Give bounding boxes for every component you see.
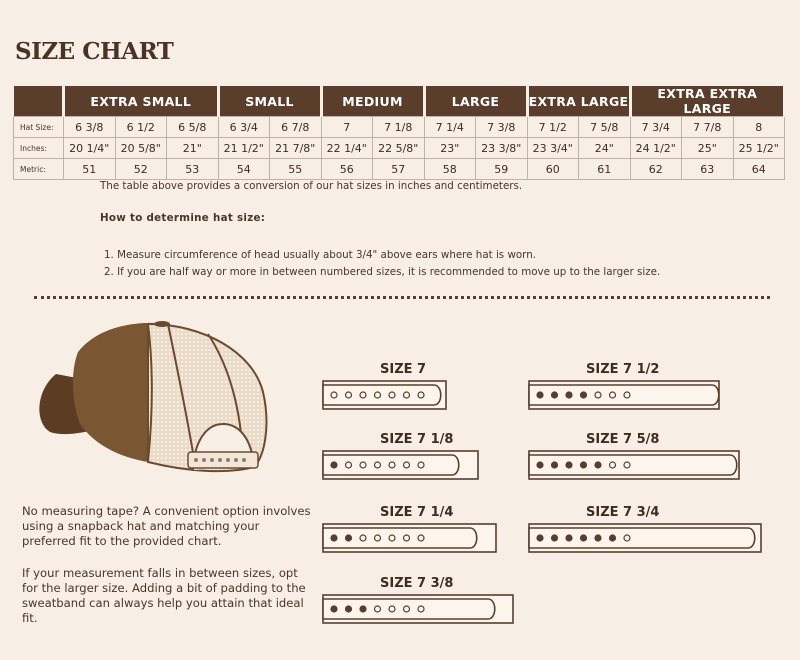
table-cell: 7 1/8 xyxy=(373,117,425,138)
strap-size-label: SIZE 7 xyxy=(380,362,427,377)
strap-hole xyxy=(418,462,424,468)
list-item: 1. Measure circumference of head usually about 3/4" above ears where hat is worn. xyxy=(104,249,537,261)
table-cell: 64 xyxy=(733,159,785,180)
table-cell: 51 xyxy=(64,159,116,180)
table-cell: 7 xyxy=(321,117,373,138)
strap-hole-used xyxy=(537,535,543,541)
table-cell: 61 xyxy=(579,159,631,180)
table-cell: 21 1/2" xyxy=(218,138,270,159)
strap-hole-used xyxy=(566,535,572,541)
strap-hole-used xyxy=(581,535,587,541)
strap-diagram xyxy=(322,432,483,484)
table-row xyxy=(14,117,785,138)
table-cell: 60 xyxy=(527,159,579,180)
strap-hole xyxy=(346,392,352,398)
strap-hole-used xyxy=(537,392,543,398)
table-cell: 59 xyxy=(476,159,528,180)
strap-size-label: SIZE 7 5/8 xyxy=(586,432,660,447)
table-cell: 6 7/8 xyxy=(270,117,322,138)
howto-heading: How to determine hat size: xyxy=(100,212,266,224)
cap-illustration xyxy=(28,312,290,487)
strap-hole-used xyxy=(552,392,558,398)
table-corner xyxy=(14,86,64,117)
table-cell: 6 3/4 xyxy=(218,117,270,138)
strap-svg xyxy=(322,521,501,555)
strap-hole-used xyxy=(610,535,616,541)
strap-hole xyxy=(375,535,381,541)
table-row xyxy=(14,138,785,159)
strap-hole xyxy=(389,392,395,398)
strap-hole xyxy=(404,606,410,612)
strap-hole-used xyxy=(537,462,543,468)
table-cell: 21" xyxy=(167,138,219,159)
table-cell: 22 1/4" xyxy=(321,138,373,159)
strap-inner xyxy=(529,455,737,475)
strap-size-label: SIZE 7 1/4 xyxy=(380,505,454,520)
strap-hole xyxy=(375,606,381,612)
strap-hole xyxy=(389,462,395,468)
strap-hole xyxy=(375,462,381,468)
table-cell: 8 xyxy=(733,117,785,138)
table-cell: 24 1/2" xyxy=(630,138,682,159)
table-cell: 24" xyxy=(579,138,631,159)
group-header: EXTRA LARGE xyxy=(527,86,630,117)
strap-diagram xyxy=(528,362,724,414)
table-cell: 56 xyxy=(321,159,373,180)
strap-size-label: SIZE 7 1/8 xyxy=(380,432,454,447)
strap-diagram xyxy=(322,576,518,628)
group-header: LARGE xyxy=(424,86,527,117)
strap-hole-used xyxy=(331,535,337,541)
strap-hole xyxy=(346,462,352,468)
table-cell: 62 xyxy=(630,159,682,180)
strap-hole xyxy=(360,392,366,398)
list-item: 2. If you are half way or more in between numbered sizes, it is recommended to move up to the larger size. xyxy=(104,266,661,278)
strap-hole xyxy=(595,392,601,398)
table-cell: 7 3/4 xyxy=(630,117,682,138)
strap-hole-used xyxy=(346,535,352,541)
strap-diagram xyxy=(322,505,501,557)
strap-svg xyxy=(322,448,483,482)
row-label: Hat Size: xyxy=(14,117,64,138)
table-header-row xyxy=(14,86,785,117)
strap-hole-used xyxy=(346,606,352,612)
strap-hole xyxy=(375,392,381,398)
table-cell: 7 5/8 xyxy=(579,117,631,138)
strap-diagram xyxy=(528,432,744,484)
strap-hole xyxy=(624,392,630,398)
table-cell: 58 xyxy=(424,159,476,180)
strap-hole xyxy=(610,392,616,398)
group-header: EXTRA EXTRA LARGE xyxy=(630,86,785,117)
table-cell: 20 1/4" xyxy=(64,138,116,159)
table-cell: 25" xyxy=(682,138,734,159)
table-cell: 25 1/2" xyxy=(733,138,785,159)
strap-hole xyxy=(418,535,424,541)
table-cell: 53 xyxy=(167,159,219,180)
strap-svg xyxy=(322,592,518,626)
strap-diagram xyxy=(528,505,766,557)
table-cell: 7 1/2 xyxy=(527,117,579,138)
table-cell: 20 5/8" xyxy=(115,138,167,159)
strap-size-label: SIZE 7 3/4 xyxy=(586,505,660,520)
strap-svg xyxy=(528,448,744,482)
strap-hole-used xyxy=(595,535,601,541)
strap-hole-used xyxy=(566,392,572,398)
table-cell: 6 5/8 xyxy=(167,117,219,138)
row-label: Inches: xyxy=(14,138,64,159)
table-cell: 7 7/8 xyxy=(682,117,734,138)
dotted-divider xyxy=(34,296,770,299)
strap-hole-used xyxy=(552,535,558,541)
strap-hole xyxy=(331,392,337,398)
table-cell: 7 3/8 xyxy=(476,117,528,138)
tip-padding: If your measurement falls in between sizes, opt for the larger size. Adding a bit of padding to the sweatband can always help you attain that ideal fit. xyxy=(22,566,306,625)
intro-text: The table above provides a conversion of our hat sizes in inches and centimeters. xyxy=(100,180,523,192)
strap-hole xyxy=(624,535,630,541)
strap-hole xyxy=(360,535,366,541)
size-table xyxy=(13,86,786,180)
strap-hole-used xyxy=(331,606,337,612)
table-cell: 63 xyxy=(682,159,734,180)
page-title: SIZE CHART xyxy=(15,38,174,65)
table-cell: 7 1/4 xyxy=(424,117,476,138)
strap-hole xyxy=(360,462,366,468)
table-cell: 23 3/4" xyxy=(527,138,579,159)
strap-hole xyxy=(404,462,410,468)
strap-svg xyxy=(528,521,766,555)
tip-snapback: No measuring tape? A convenient option involves using a snapback hat and matching your preferred fit to the provided chart. xyxy=(22,504,311,548)
table-cell: 23 3/8" xyxy=(476,138,528,159)
strap-hole-used xyxy=(581,462,587,468)
group-header: SMALL xyxy=(218,86,321,117)
table-row xyxy=(14,159,785,180)
table-cell: 6 3/8 xyxy=(64,117,116,138)
table-cell: 55 xyxy=(270,159,322,180)
table-cell: 57 xyxy=(373,159,425,180)
strap-hole-used xyxy=(566,462,572,468)
strap-svg xyxy=(528,378,724,412)
strap-inner xyxy=(529,528,755,548)
steps-list xyxy=(104,249,660,283)
strap-hole-used xyxy=(581,392,587,398)
strap-size-label: SIZE 7 1/2 xyxy=(586,362,660,377)
table-cell: 52 xyxy=(115,159,167,180)
strap-size-label: SIZE 7 3/8 xyxy=(380,576,454,591)
strap-hole-used xyxy=(360,606,366,612)
strap-hole-used xyxy=(595,462,601,468)
table-cell: 23" xyxy=(424,138,476,159)
row-label: Metric: xyxy=(14,159,64,180)
group-header: EXTRA SMALL xyxy=(64,86,219,117)
strap-hole xyxy=(404,535,410,541)
strap-hole-used xyxy=(331,462,337,468)
table-cell: 54 xyxy=(218,159,270,180)
strap-hole xyxy=(610,462,616,468)
strap-hole xyxy=(389,606,395,612)
table-cell: 22 5/8" xyxy=(373,138,425,159)
strap-hole-used xyxy=(552,462,558,468)
strap-diagram xyxy=(322,362,451,414)
strap-hole xyxy=(404,392,410,398)
group-header: MEDIUM xyxy=(321,86,424,117)
table-cell: 6 1/2 xyxy=(115,117,167,138)
strap-hole xyxy=(418,606,424,612)
strap-hole xyxy=(389,535,395,541)
strap-hole xyxy=(418,392,424,398)
strap-svg xyxy=(322,378,451,412)
table-cell: 21 7/8" xyxy=(270,138,322,159)
strap-hole xyxy=(624,462,630,468)
